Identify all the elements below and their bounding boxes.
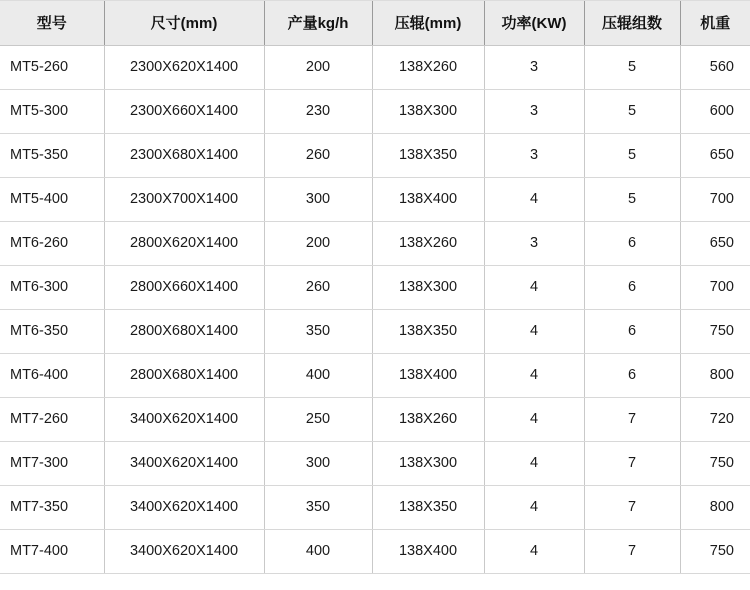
cell-model: MT7-350 <box>0 485 104 529</box>
cell-power: 3 <box>484 133 584 177</box>
cell-weight: 750 <box>680 309 750 353</box>
table-body <box>0 45 750 573</box>
cell-size: 2800X680X1400 <box>104 309 264 353</box>
table-header <box>0 1 750 45</box>
cell-roller: 138X260 <box>372 45 484 89</box>
cell-size: 2300X680X1400 <box>104 133 264 177</box>
cell-model: MT6-300 <box>0 265 104 309</box>
cell-output: 400 <box>264 529 372 573</box>
cell-power: 3 <box>484 89 584 133</box>
table-row <box>0 441 750 485</box>
cell-output: 260 <box>264 133 372 177</box>
cell-weight: 750 <box>680 441 750 485</box>
cell-roller-groups: 5 <box>584 89 680 133</box>
cell-roller: 138X400 <box>372 353 484 397</box>
cell-output: 350 <box>264 309 372 353</box>
table-row <box>0 45 750 89</box>
cell-size: 3400X620X1400 <box>104 485 264 529</box>
cell-weight: 720 <box>680 397 750 441</box>
cell-power: 4 <box>484 309 584 353</box>
cell-model: MT7-300 <box>0 441 104 485</box>
cell-output: 300 <box>264 441 372 485</box>
cell-output: 260 <box>264 265 372 309</box>
column-header-weight: 机重 <box>680 1 750 45</box>
cell-output: 400 <box>264 353 372 397</box>
cell-output: 200 <box>264 45 372 89</box>
table-header-row <box>0 1 750 45</box>
cell-weight: 650 <box>680 221 750 265</box>
cell-power: 3 <box>484 221 584 265</box>
cell-power: 4 <box>484 485 584 529</box>
table-row <box>0 177 750 221</box>
cell-model: MT5-350 <box>0 133 104 177</box>
cell-power: 4 <box>484 353 584 397</box>
cell-roller-groups: 5 <box>584 45 680 89</box>
cell-size: 3400X620X1400 <box>104 441 264 485</box>
cell-size: 3400X620X1400 <box>104 529 264 573</box>
cell-model: MT6-260 <box>0 221 104 265</box>
cell-power: 4 <box>484 529 584 573</box>
cell-roller-groups: 7 <box>584 397 680 441</box>
cell-roller: 138X400 <box>372 177 484 221</box>
cell-power: 4 <box>484 177 584 221</box>
cell-roller: 138X260 <box>372 397 484 441</box>
cell-roller: 138X350 <box>372 485 484 529</box>
table-row <box>0 485 750 529</box>
cell-model: MT7-400 <box>0 529 104 573</box>
cell-output: 350 <box>264 485 372 529</box>
cell-model: MT5-260 <box>0 45 104 89</box>
cell-weight: 600 <box>680 89 750 133</box>
cell-roller: 138X300 <box>372 441 484 485</box>
cell-roller: 138X260 <box>372 221 484 265</box>
cell-roller-groups: 7 <box>584 529 680 573</box>
cell-roller-groups: 5 <box>584 177 680 221</box>
cell-roller-groups: 6 <box>584 221 680 265</box>
cell-weight: 800 <box>680 485 750 529</box>
cell-weight: 700 <box>680 265 750 309</box>
cell-roller-groups: 5 <box>584 133 680 177</box>
column-header-roller-groups: 压辊组数 <box>584 1 680 45</box>
table-row <box>0 529 750 573</box>
column-header-output: 产量kg/h <box>264 1 372 45</box>
cell-output: 250 <box>264 397 372 441</box>
cell-model: MT6-350 <box>0 309 104 353</box>
table-row <box>0 309 750 353</box>
cell-output: 300 <box>264 177 372 221</box>
cell-roller: 138X400 <box>372 529 484 573</box>
column-header-roller: 压辊(mm) <box>372 1 484 45</box>
cell-roller: 138X300 <box>372 89 484 133</box>
cell-size: 2800X680X1400 <box>104 353 264 397</box>
cell-model: MT5-300 <box>0 89 104 133</box>
cell-roller-groups: 6 <box>584 265 680 309</box>
cell-power: 4 <box>484 441 584 485</box>
column-header-model: 型号 <box>0 1 104 45</box>
column-header-power: 功率(KW) <box>484 1 584 45</box>
cell-size: 2300X660X1400 <box>104 89 264 133</box>
cell-weight: 800 <box>680 353 750 397</box>
cell-model: MT7-260 <box>0 397 104 441</box>
cell-roller-groups: 6 <box>584 309 680 353</box>
cell-size: 2800X660X1400 <box>104 265 264 309</box>
cell-size: 2300X620X1400 <box>104 45 264 89</box>
column-header-size: 尺寸(mm) <box>104 1 264 45</box>
cell-roller-groups: 6 <box>584 353 680 397</box>
cell-size: 2300X700X1400 <box>104 177 264 221</box>
table-row <box>0 221 750 265</box>
cell-roller-groups: 7 <box>584 485 680 529</box>
cell-weight: 560 <box>680 45 750 89</box>
table-row <box>0 133 750 177</box>
cell-power: 4 <box>484 397 584 441</box>
cell-model: MT6-400 <box>0 353 104 397</box>
cell-weight: 700 <box>680 177 750 221</box>
table-row <box>0 89 750 133</box>
cell-roller: 138X350 <box>372 133 484 177</box>
cell-weight: 750 <box>680 529 750 573</box>
cell-size: 3400X620X1400 <box>104 397 264 441</box>
specification-table <box>0 1 750 574</box>
cell-roller: 138X350 <box>372 309 484 353</box>
cell-weight: 650 <box>680 133 750 177</box>
cell-output: 200 <box>264 221 372 265</box>
cell-output: 230 <box>264 89 372 133</box>
cell-size: 2800X620X1400 <box>104 221 264 265</box>
table-row <box>0 397 750 441</box>
cell-power: 4 <box>484 265 584 309</box>
cell-power: 3 <box>484 45 584 89</box>
cell-model: MT5-400 <box>0 177 104 221</box>
cell-roller-groups: 7 <box>584 441 680 485</box>
cell-roller: 138X300 <box>372 265 484 309</box>
table-row <box>0 265 750 309</box>
table-row <box>0 353 750 397</box>
